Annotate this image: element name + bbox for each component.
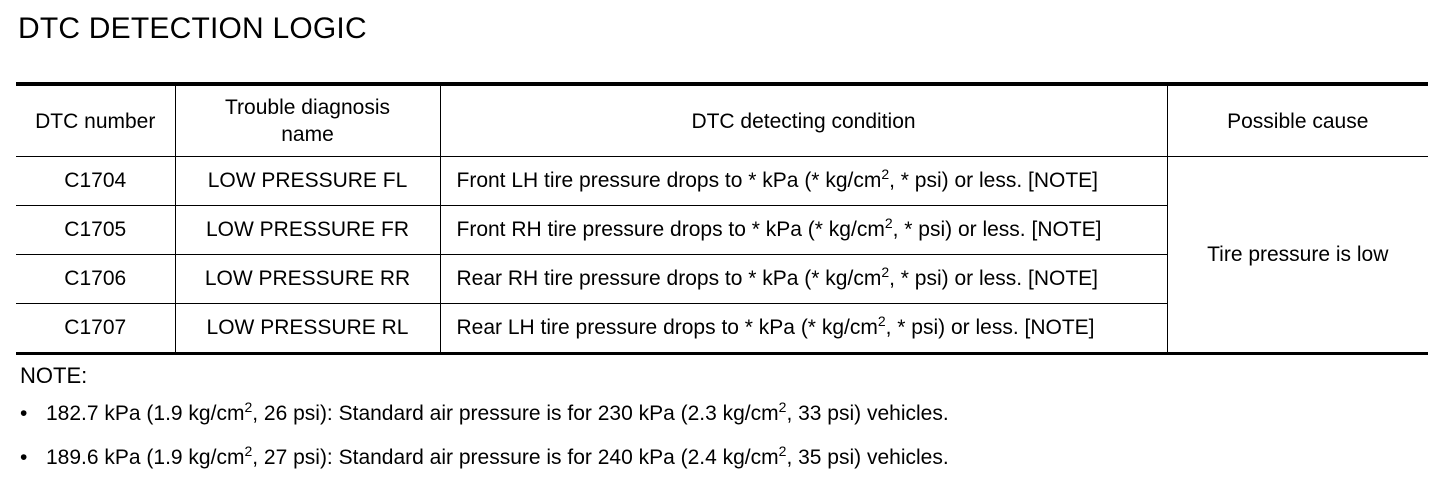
trouble-name: LOW PRESSURE RL: [175, 304, 440, 354]
table-row: [16, 157, 1428, 206]
bullet: •: [20, 402, 28, 425]
trouble-name: LOW PRESSURE RR: [175, 255, 440, 304]
note-item: • 189.6 kPa (1.9 $kg/cm^2$, 27 psi): Standard air pressure is for 240 kPa (2.4 $kg/cm^2$, 35 psi) vehicles.: [20, 443, 949, 469]
header-condition: DTC detecting condition: [440, 84, 1167, 157]
detecting-condition: Rear LH tire pressure drops to * kPa (* $kg/cm^2$, * psi) or less. [NOTE]: [440, 304, 1167, 354]
note-item: • 182.7 kPa (1.9 $kg/cm^2$, 26 psi): Standard air pressure is for 230 kPa (2.3 $kg/cm^2$, 33 psi) vehicles.: [20, 399, 949, 425]
table-header-row: [16, 84, 1428, 157]
dtc-code: C1705: [16, 206, 175, 255]
detecting-condition: Front RH tire pressure drops to * kPa (* $kg/cm^2$, * psi) or less. [NOTE]: [440, 206, 1167, 255]
header-trouble-name-line1: Trouble diagnosis: [225, 96, 390, 119]
dtc-code: C1706: [16, 255, 175, 304]
header-trouble-name: [175, 84, 440, 157]
dtc-code: C1704: [16, 157, 175, 206]
header-possible-cause: Possible cause: [1167, 84, 1428, 157]
trouble-name: LOW PRESSURE FR: [175, 206, 440, 255]
possible-cause: Tire pressure is low: [1167, 157, 1428, 354]
header-trouble-name-line2: name: [281, 123, 334, 146]
dtc-table: [16, 82, 1428, 355]
detecting-condition: Rear RH tire pressure drops to * kPa (* $kg/cm^2$, * psi) or less. [NOTE]: [440, 255, 1167, 304]
header-dtc-number: DTC number: [16, 84, 175, 157]
detecting-condition: Front LH tire pressure drops to * kPa (* $kg/cm^2$, * psi) or less. [NOTE]: [440, 157, 1167, 206]
trouble-name: LOW PRESSURE FL: [175, 157, 440, 206]
dtc-code: C1707: [16, 304, 175, 354]
bullet: •: [20, 446, 28, 469]
note-label: NOTE:: [20, 363, 88, 388]
page-title: DTC DETECTION LOGIC: [18, 12, 367, 45]
